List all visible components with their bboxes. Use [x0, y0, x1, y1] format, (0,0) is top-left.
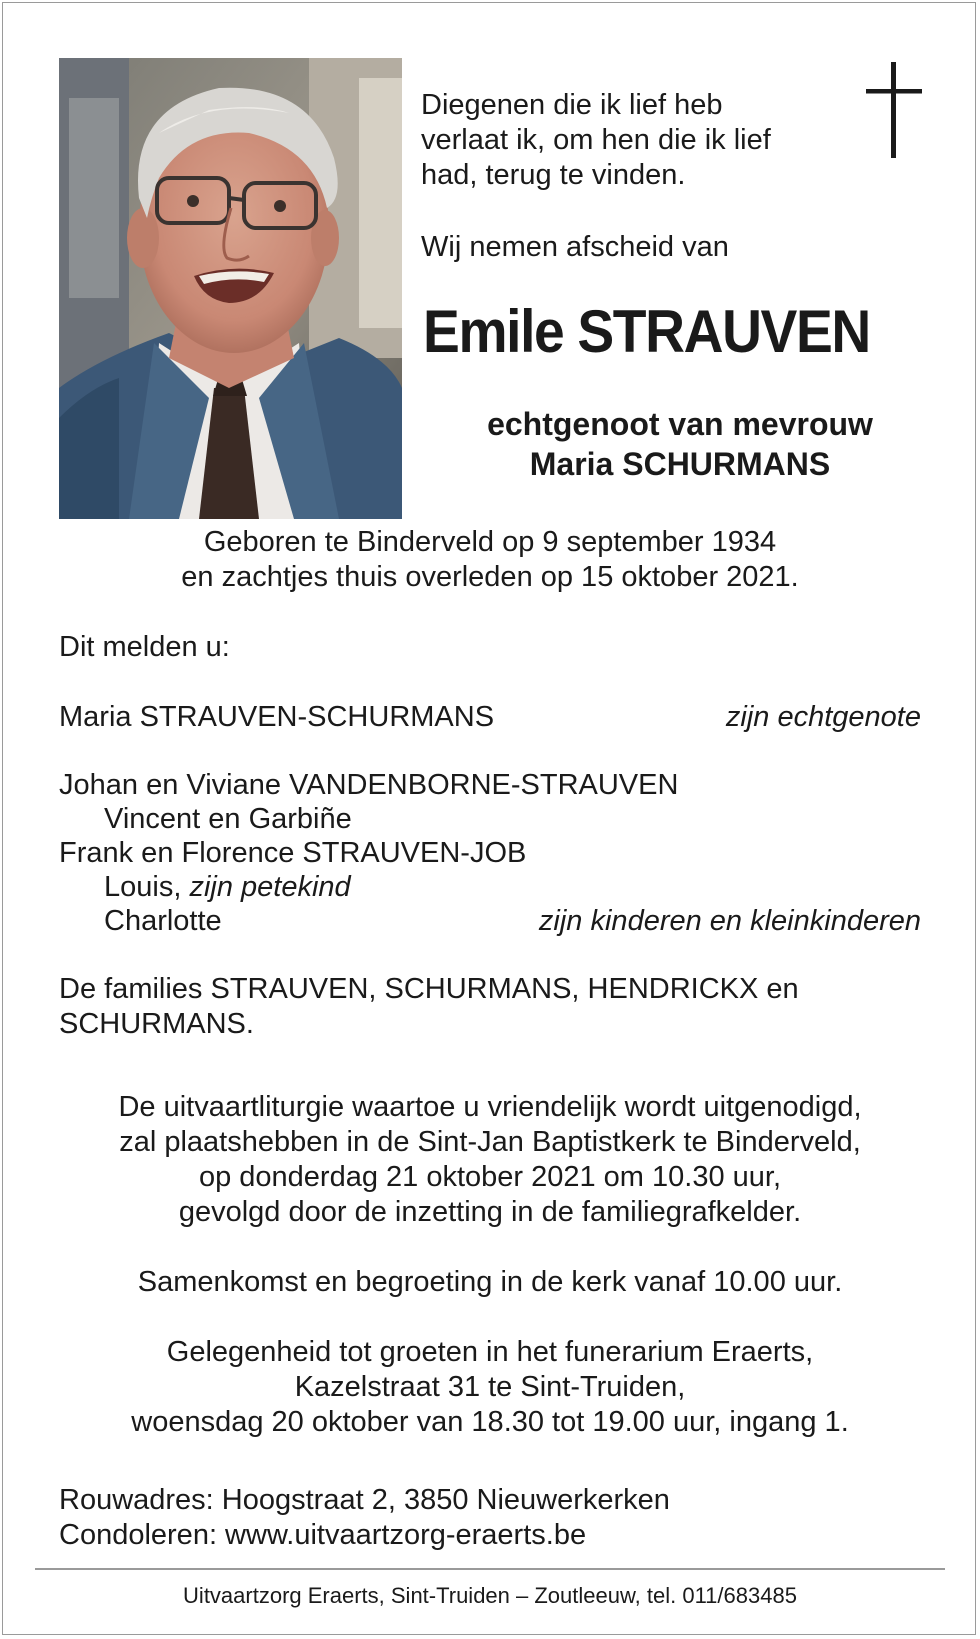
footer-divider [35, 1568, 945, 1570]
child-1: Johan en Viviane VANDENBORNE-STRAUVEN [59, 769, 679, 801]
liturgy-line: zal plaatshebben in de Sint-Jan Baptistkerk te Binderveld, [119, 1126, 861, 1158]
announce-intro: Dit melden u: [59, 631, 230, 663]
spouse-info [421, 404, 939, 484]
children-relation: zijn kinderen en kleinkinderen [538, 905, 921, 937]
mourning-address: Rouwadres: Hoogstraat 2, 3850 Nieuwerkerken [59, 1484, 670, 1516]
visitation-line: Kazelstraat 31 te Sint-Truiden, [294, 1371, 686, 1403]
child-2: Frank en Florence STRAUVEN-JOB [59, 837, 527, 869]
visitation-line: woensdag 20 oktober van 18.30 tot 19.00 uur, ingang 1. [131, 1406, 849, 1438]
poem-line: had, terug te vinden. [421, 159, 686, 191]
family-row-wife [59, 700, 921, 735]
contact-info [59, 1483, 670, 1553]
liturgy-line: op donderdag 21 oktober 2021 om 10.30 uur, [198, 1161, 782, 1193]
visitation-line: Gelegenheid tot groeten in het funerarium Eraerts, [166, 1336, 814, 1368]
farewell-intro: Wij nemen afscheid van [421, 231, 729, 263]
liturgy-line: De uitvaartliturgie waartoe u vriendelijk wordt uitgenodigd, [118, 1091, 862, 1123]
spouse-line: echtgenoot van mevrouw [487, 406, 873, 442]
poem-line: Diegenen die ik lief heb [421, 89, 723, 121]
families [59, 972, 799, 1042]
gathering-info: Samenkomst en begroeting in de kerk vanaf 10.00 uur. [137, 1266, 843, 1298]
liturgy-info [59, 1090, 921, 1230]
wife-name: Maria STRAUVEN-SCHURMANS [59, 701, 495, 733]
grandchild-1: Vincent en Garbiñe [104, 803, 352, 835]
birth-line: Geboren te Binderveld op 9 september 1934 [203, 526, 777, 558]
liturgy-line: gevolgd door de inzetting in de familiegrafkelder. [178, 1196, 802, 1228]
families-line: De families STRAUVEN, SCHURMANS, HENDRICKX en [59, 973, 799, 1005]
grandchild-2-note: zijn petekind [189, 871, 351, 903]
deceased-name: Emile STRAUVEN [423, 298, 870, 365]
families-line: SCHURMANS. [59, 1008, 254, 1040]
grandchild-2 [104, 870, 351, 905]
wife-relation: zijn echtgenote [725, 701, 921, 733]
visitation-info [59, 1335, 921, 1440]
footer-funeral-home: Uitvaartzorg Eraerts, Sint-Truiden – Zoutleeuw, tel. 011/683485 [183, 1583, 797, 1608]
portrait-photo [59, 58, 402, 519]
cross-icon [866, 62, 922, 163]
poem [421, 88, 771, 193]
condolence-link[interactable]: Condoleren: www.uitvaartzorg-eraerts.be [59, 1519, 587, 1551]
poem-line: verlaat ik, om hen die ik lief [421, 124, 771, 156]
birth-death-info [59, 525, 921, 595]
spouse-line: Maria SCHURMANS [529, 446, 831, 482]
grandchild-3: Charlotte [104, 905, 222, 937]
grandchild-2-name: Louis, [104, 871, 190, 903]
death-line: en zachtjes thuis overleden op 15 oktober 2021. [181, 561, 799, 593]
